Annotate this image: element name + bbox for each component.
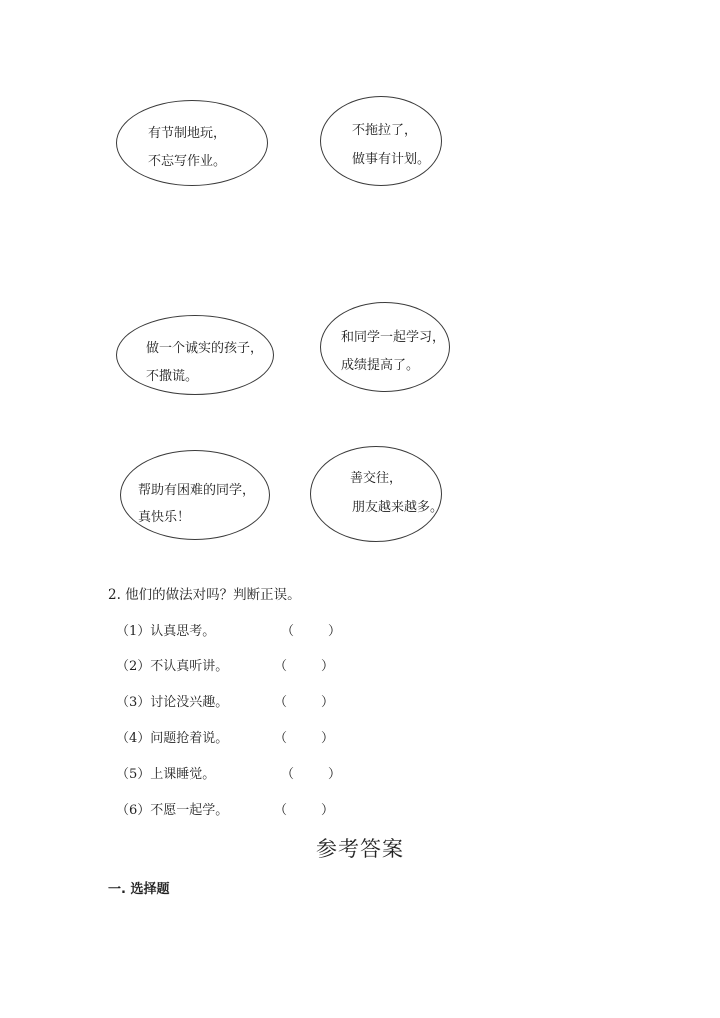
bubble-1-line-1: 有节制地玩， [148,126,227,141]
bubble-1-line-2: 不忘写作业。 [148,154,227,169]
judgment-item-6 [116,799,376,819]
paren-close: ） [320,659,334,674]
item-2-text: （2）不认真听讲。 [116,659,229,674]
paren-close: ） [320,803,334,818]
speech-bubble-6 [310,446,442,542]
item-4-text: （4）问题抢着说。 [116,731,229,746]
speech-bubble-1 [116,100,268,186]
item-1-text: （1）认真思考。 [116,624,216,639]
item-3-text: （3）讨论没兴趣。 [116,695,229,710]
paren-close: ） [320,695,334,710]
bubble-5-line-1: 帮助有困难的同学， [138,483,256,498]
bubble-4-line-1: 和同学一起学习， [341,330,446,345]
speech-bubble-4 [320,302,450,392]
paren-open: （ [274,695,288,710]
judgment-item-3 [116,691,376,711]
paren-close: ） [327,767,341,782]
paren-open: （ [274,731,288,746]
answer-heading: 参考答案 [316,837,404,861]
bubble-2-line-2: 做事有计划。 [352,152,431,167]
item-5-text: （5）上课睡觉。 [116,767,216,782]
paren-open: （ [274,803,288,818]
bubble-4-line-2: 成绩提高了。 [341,358,420,373]
section-title-choice: 一. 选择题 [108,882,170,897]
bubble-6-line-1: 善交往， [350,471,403,486]
paren-close: ） [320,731,334,746]
paren-open: （ [274,659,288,674]
judgment-item-5 [116,763,376,783]
paren-open: （ [281,624,295,639]
bubble-6-line-2: 朋友越来越多。 [352,500,444,515]
judgment-item-2 [116,655,376,675]
item-6-text: （6）不愿一起学。 [116,803,229,818]
judgment-item-4 [116,727,376,747]
paren-close: ） [327,624,341,639]
bubble-3-line-2: 不撒谎。 [146,369,199,384]
paren-open: （ [281,767,295,782]
speech-bubble-2 [320,96,442,186]
judgment-item-1 [116,620,376,640]
bubble-3-line-1: 做一个诚实的孩子， [146,341,264,356]
bubble-2-line-1: 不拖拉了， [352,123,418,138]
question-title: 2. 他们的做法对吗？判断正误。 [108,587,301,603]
bubble-5-line-2: 真快乐！ [138,510,191,525]
